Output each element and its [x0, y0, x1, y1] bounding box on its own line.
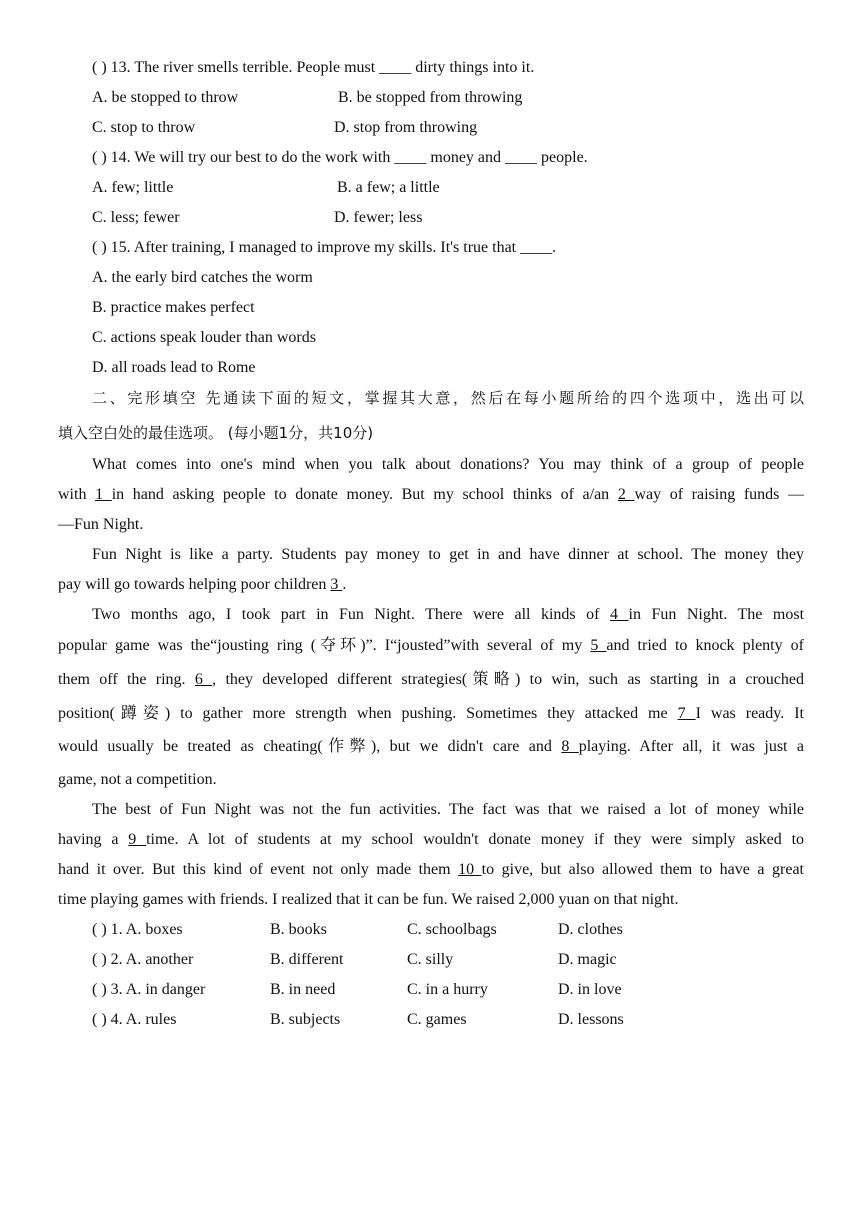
- blank-8: 8: [561, 738, 579, 755]
- question-15-option-d: D. all roads lead to Rome: [92, 359, 256, 376]
- question-15-option-b: B. practice makes perfect: [92, 299, 255, 316]
- passage-line: having a 9 time. A lot of students at my school wouldn't donate money if they were simply asked to: [58, 831, 805, 848]
- blank-7: 7: [677, 705, 696, 722]
- question-14-option-a: A. few; little: [92, 179, 174, 196]
- question-13-option-b: B. be stopped from throwing: [338, 89, 523, 106]
- blank-3: 3: [330, 576, 343, 593]
- question-15-stem: ( ) 15. After training, I managed to improve my skills. It's true that ____.: [92, 239, 557, 256]
- passage-line: pay will go towards helping poor children 3 .: [58, 576, 347, 593]
- cloze-option-d: D. magic: [558, 951, 617, 968]
- passage-line: would usually be treated as cheating(作弊), but we didn't care and 8 playing. After all, it was just a: [58, 738, 804, 755]
- cloze-question-2: ( ) 2. A. another: [92, 951, 194, 968]
- passage-line: with 1 in hand asking people to donate money. But my school thinks of a/an 2 way of raising funds —: [58, 486, 805, 503]
- passage-line: What comes into one's mind when you talk about donations? You may think of a group of people: [92, 456, 804, 473]
- blank-10: 10: [458, 861, 482, 878]
- cloze-option-d: D. in love: [558, 981, 622, 998]
- question-13-option-d: D. stop from throwing: [334, 119, 478, 136]
- question-13-option-c: C. stop to throw: [92, 119, 196, 136]
- passage-line: hand it over. But this kind of event not only made them 10 to give, but also allowed them to have a great: [58, 861, 804, 878]
- passage-line: game, not a competition.: [58, 771, 217, 788]
- question-15-option-c: C. actions speak louder than words: [92, 329, 316, 346]
- passage-line: popular game was the“jousting ring (夺环)”. I“jousted”with several of my 5 and tried to knock plenty of: [58, 637, 805, 654]
- cloze-option-d: D. lessons: [558, 1011, 624, 1028]
- cloze-option-c: C. schoolbags: [407, 921, 497, 938]
- cloze-option-c: C. in a hurry: [407, 981, 488, 998]
- section-heading-continued: 填入空白处的最佳选项。 (每小题1分，共10分): [58, 424, 374, 442]
- blank-4: 4: [610, 606, 629, 623]
- passage-line: them off the ring. 6 , they developed different strategies(策略) to win, such as starting in a crouched: [58, 671, 804, 688]
- question-13-stem: ( ) 13. The river smells terrible. People must ____ dirty things into it.: [92, 59, 535, 76]
- question-14-option-c: C. less; fewer: [92, 209, 180, 226]
- passage-line: position(蹲姿) to gather more strength when pushing. Sometimes they attacked me 7 I was ready. It: [58, 705, 804, 722]
- section-heading: 二、完形填空 先通读下面的短文，掌握其大意，然后在每小题所给的四个选项中，选出可以: [92, 389, 804, 407]
- blank-9: 9: [128, 831, 147, 848]
- passage-line: time playing games with friends. I realized that it can be fun. We raised 2,000 yuan on that night.: [58, 891, 679, 908]
- cloze-option-b: B. subjects: [270, 1011, 341, 1028]
- blank-2: 2: [617, 486, 635, 503]
- question-13-option-a: A. be stopped to throw: [92, 89, 239, 106]
- cloze-option-d: D. clothes: [558, 921, 623, 938]
- blank-6: 6: [194, 671, 213, 688]
- cloze-question-1: ( ) 1. A. boxes: [92, 921, 183, 938]
- question-15-option-a: A. the early bird catches the worm: [92, 269, 313, 286]
- passage-line: The best of Fun Night was not the fun activities. The fact was that we raised a lot of money while: [92, 801, 804, 818]
- cloze-option-b: B. different: [270, 951, 344, 968]
- question-14-option-b: B. a few; a little: [337, 179, 440, 196]
- question-14-stem: ( ) 14. We will try our best to do the work with ____ money and ____ people.: [92, 149, 588, 166]
- cloze-option-c: C. silly: [407, 951, 454, 968]
- cloze-option-b: B. in need: [270, 981, 336, 998]
- blank-5: 5: [590, 637, 607, 654]
- blank-1: 1: [95, 486, 112, 503]
- cloze-question-3: ( ) 3. A. in danger: [92, 981, 206, 998]
- passage-line: —Fun Night.: [58, 516, 144, 533]
- cloze-option-c: C. games: [407, 1011, 467, 1028]
- cloze-option-b: B. books: [270, 921, 327, 938]
- cloze-question-4: ( ) 4. A. rules: [92, 1011, 177, 1028]
- question-14-option-d: D. fewer; less: [334, 209, 423, 226]
- passage-line: Two months ago, I took part in Fun Night. There were all kinds of 4 in Fun Night. The most: [92, 606, 805, 623]
- passage-line: Fun Night is like a party. Students pay money to get in and have dinner at school. The money they: [92, 546, 804, 563]
